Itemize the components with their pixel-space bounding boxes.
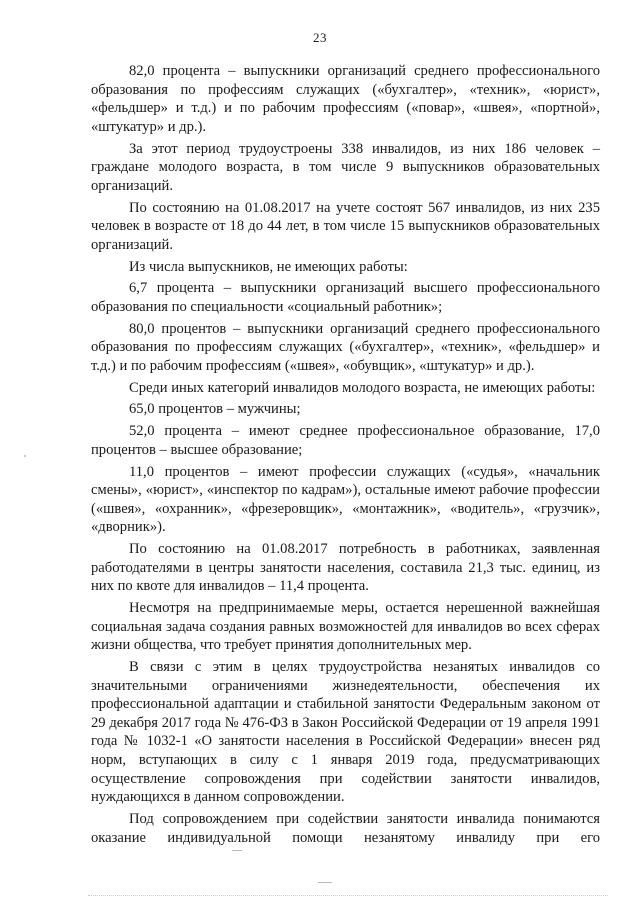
paragraph: Из числа выпускников, не имеющих работы: bbox=[129, 258, 408, 275]
body-text bbox=[91, 62, 600, 850]
paragraph: По состоянию на 01.08.2017 на учете состоят 567 инвалидов, из них 235 человек в возрасте от 18 до 44 лет, в том числе 15 выпускников образовательных организаций. bbox=[91, 199, 600, 253]
scan-artifact bbox=[88, 895, 608, 896]
paragraph: За этот период трудоустроены 338 инвалидов, из них 186 человек – граждане молодого возраста, в том числе 9 выпускников образовательных организаций. bbox=[91, 140, 600, 194]
paragraph: Среди иных категорий инвалидов молодого возраста, не имеющих работы: bbox=[129, 379, 596, 396]
paragraph: В связи с этим в целях трудоустройства незанятых инвалидов со значительными ограничениями жизнедеятельности, обеспечения их профессиональной адаптации и стабильной занятости Федеральным законом от 29 декабря 2017 года № 476-ФЗ в Закон Российской Федерации от 19 апреля 1991 года № 1032-1 «О занятости населения в Российской Федерации» внесен ряд норм, вступающих в силу с 1 января 2019 года, предусматривающих осуществление сопровождения при содействии занятости инвалидов, нуждающихся в данном сопровождении. bbox=[91, 659, 600, 806]
paragraph: 6,7 процента – выпускники организаций высшего профессионального образования по специальности «социальный работник»; bbox=[91, 280, 600, 315]
paragraph: 80,0 процентов – выпускники организаций среднего профессионального образования по профессиям служащих («бухгалтер», «техник», «фельдшер» и т.д.) и по рабочим профессиям («швея», «обувщик», «штукатур» и др.). bbox=[91, 320, 600, 374]
scan-artifact bbox=[24, 455, 26, 457]
page-number: 23 bbox=[313, 30, 327, 45]
scan-artifact bbox=[232, 850, 242, 851]
paragraph: Под сопровождением при содействии занятости инвалида понимаются оказание индивидуальной помощи незанятому инвалиду при его bbox=[91, 811, 600, 846]
paragraph: 52,0 процента – имеют среднее профессиональное образование, 17,0 процентов – высшее образование; bbox=[91, 423, 600, 458]
scan-artifact bbox=[318, 882, 332, 883]
paragraph: 82,0 процента – выпускники организаций среднего профессионального образования по профессиям служащих («бухгалтер», «техник», «юрист», «фельдшер» и т.д.) и по рабочим профессиям («повар», «швея», «портной», «штукатур» и др.). bbox=[91, 63, 600, 135]
paragraph: Несмотря на предпринимаемые меры, остается нерешенной важнейшая социальная задача создания равных возможностей для инвалидов во всех сферах жизни общества, что требует принятия дополнительных мер. bbox=[91, 600, 600, 654]
paragraph: 65,0 процентов – мужчины; bbox=[129, 401, 301, 418]
paragraph: По состоянию на 01.08.2017 потребность в работниках, заявленная работодателями в центры занятости населения, составила 21,3 тыс. единиц, из них по квоте для инвалидов – 11,4 процента. bbox=[91, 541, 600, 595]
paragraph: 11,0 процентов – имеют профессии служащих («судья», «начальник смены», «юрист», «инспектор по кадрам»), остальные имеют рабочие профессии («швея», «охранник», «фрезеровщик», «монтажник», «водитель», «грузчик», «дворник»). bbox=[91, 463, 600, 536]
